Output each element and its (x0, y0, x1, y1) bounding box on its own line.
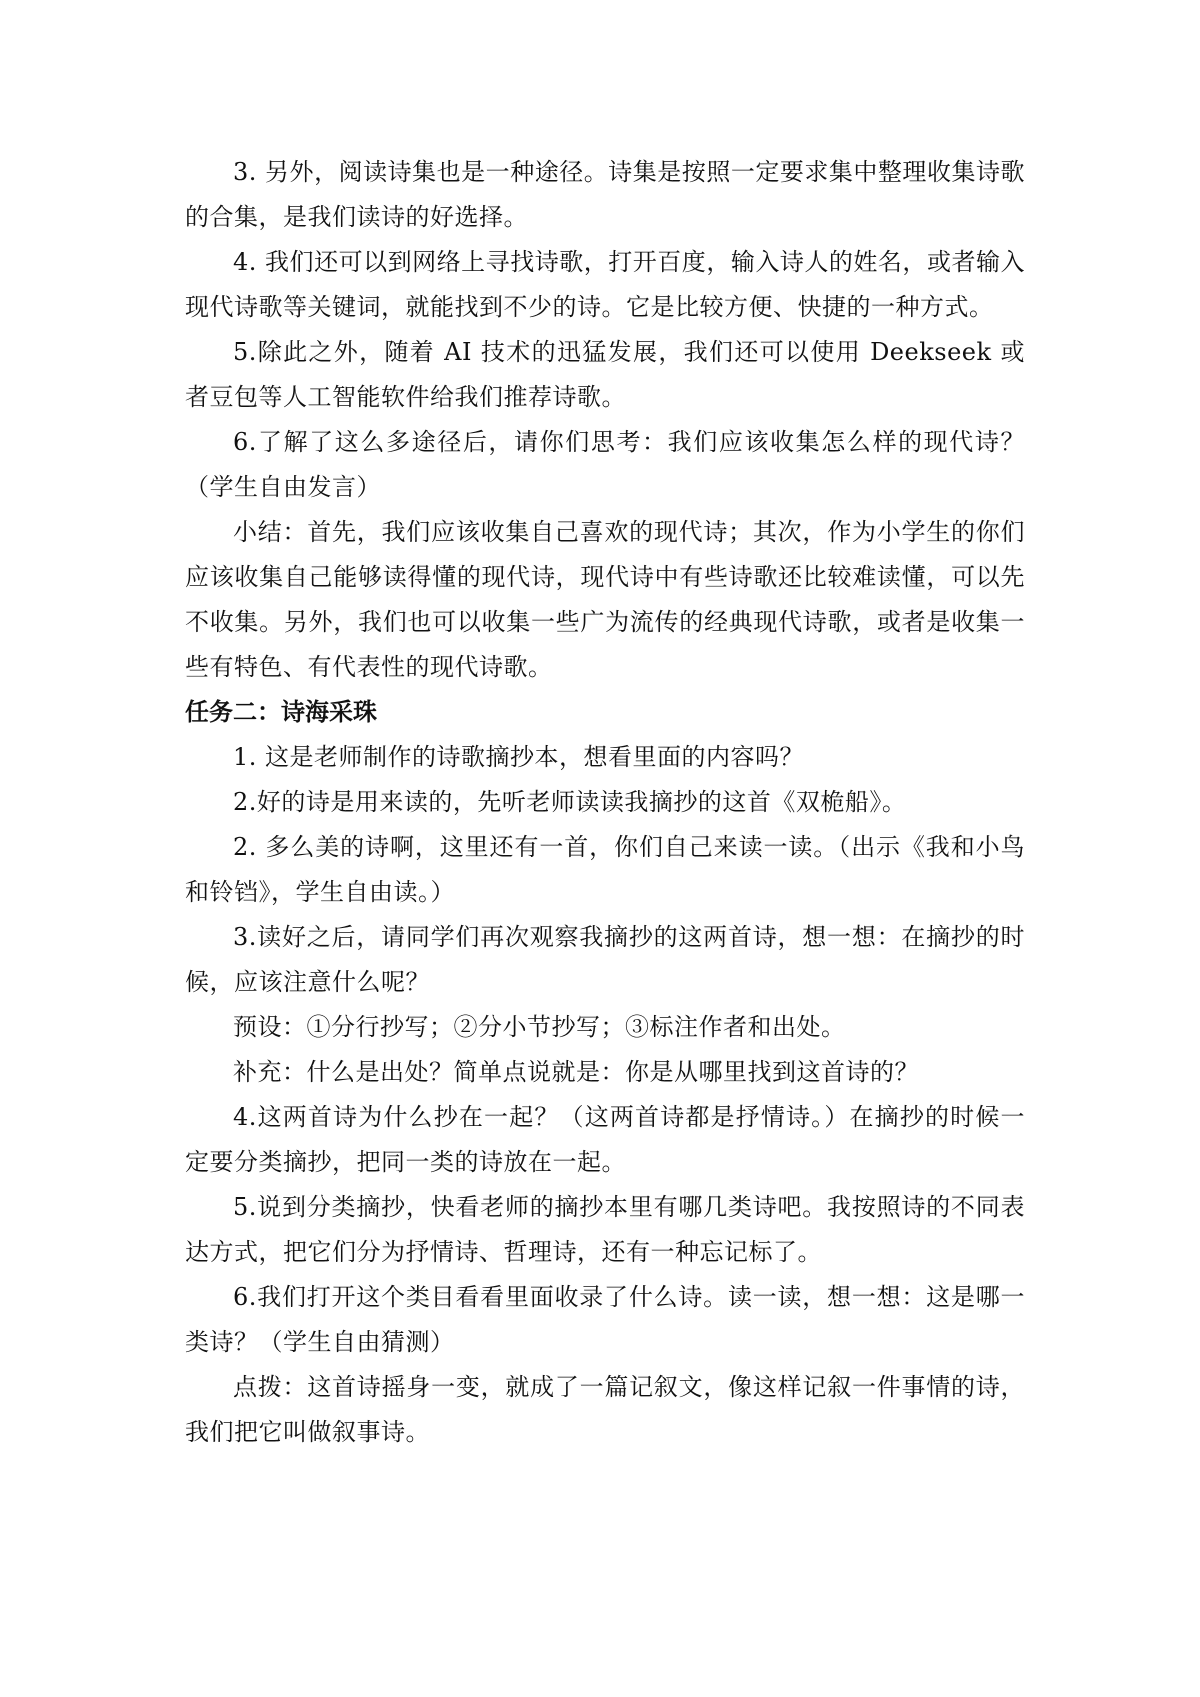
task-step-6: 6.我们打开这个类目看看里面收录了什么诗。读一读，想一想：这是哪一类诗？（学生自由猜测） (185, 1283, 1025, 1356)
summary-paragraph: 小结：首先，我们应该收集自己喜欢的现代诗；其次，作为小学生的你们应该收集自己能够读得懂的现代诗，现代诗中有些诗歌还比较难读懂，可以先不收集。另外，我们也可以收集一些广为流传的经典现代诗歌，或者是收集一些有特色、有代表性的现代诗歌。 (185, 518, 1025, 681)
paragraph-item-4: 4. 我们还可以到网络上寻找诗歌，打开百度，输入诗人的姓名，或者输入现代诗歌等关键词，就能找到不少的诗。它是比较方便、快捷的一种方式。 (185, 248, 1025, 321)
task-step-2b: 2. 多么美的诗啊，这里还有一首，你们自己来读一读。（出示《我和小鸟和铃铛》，学生自由读。） (185, 833, 1025, 906)
document-body (185, 150, 1025, 1455)
section-heading: 任务二：诗海采珠 (185, 698, 377, 726)
paragraph-item-3: 3. 另外，阅读诗集也是一种途径。诗集是按照一定要求集中整理收集诗歌的合集，是我们读诗的好选择。 (185, 158, 1025, 231)
guidance-note: 点拨：这首诗摇身一变，就成了一篇记叙文，像这样记叙一件事情的诗，我们把它叫做叙事诗。 (185, 1373, 1025, 1446)
task-step-2: 2.好的诗是用来读的，先听老师读读我摘抄的这首《双桅船》。 (233, 788, 907, 816)
task-step-4: 4.这两首诗为什么抄在一起？（这两首诗都是抒情诗。）在摘抄的时候一定要分类摘抄，把同一类的诗放在一起。 (185, 1103, 1025, 1176)
task-step-1: 1. 这是老师制作的诗歌摘抄本，想看里面的内容吗？ (233, 743, 805, 771)
preset-answer: 预设：①分行抄写；②分小节抄写；③标注作者和出处。 (233, 1013, 846, 1041)
task-step-5: 5.说到分类摘抄，快看老师的摘抄本里有哪几类诗吧。我按照诗的不同表达方式，把它们分为抒情诗、哲理诗，还有一种忘记标了。 (185, 1193, 1025, 1266)
paragraph-item-6: 6.了解了这么多途径后，请你们思考：我们应该收集怎么样的现代诗？（学生自由发言） (185, 428, 1025, 501)
paragraph-item-5: 5.除此之外，随着 AI 技术的迅猛发展，我们还可以使用 Deekseek 或者豆包等人工智能软件给我们推荐诗歌。 (185, 338, 1025, 411)
task-step-3: 3.读好之后，请同学们再次观察我摘抄的这两首诗，想一想：在摘抄的时候，应该注意什么呢？ (185, 923, 1025, 996)
supplement-note: 补充：什么是出处？简单点说就是：你是从哪里找到这首诗的？ (233, 1058, 919, 1086)
